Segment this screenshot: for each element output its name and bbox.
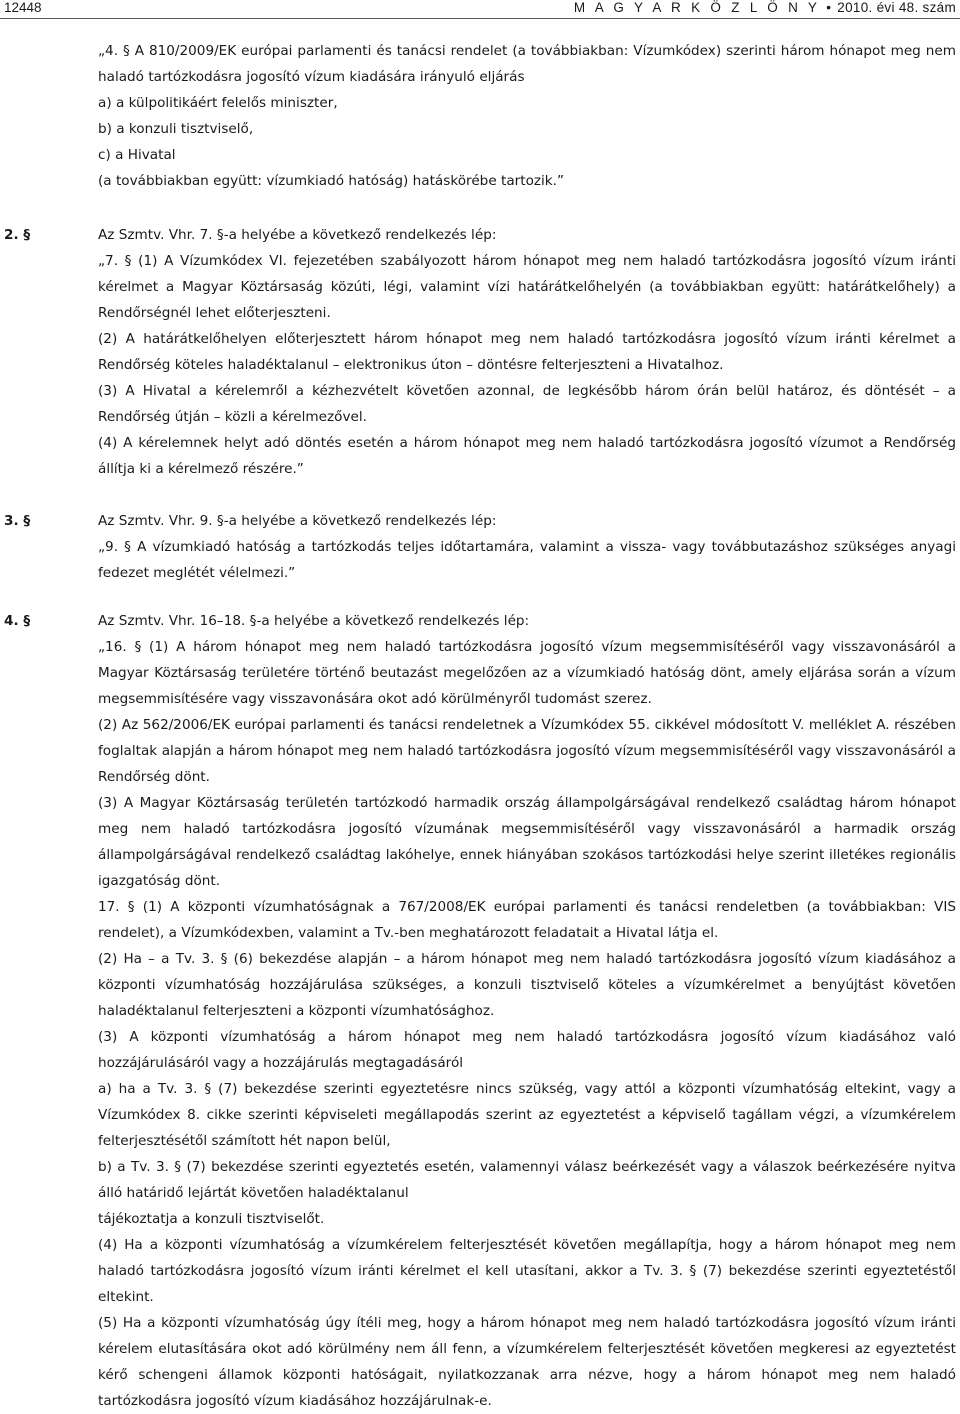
paragraph: (4) A kérelemnek helyt adó döntés esetén a három hónapot meg nem haladó tartózkodásra jogosító vízumot a Rendőrség állítja ki a kérelmező részére.” (98, 435, 956, 477)
list-item: a) a külpolitikáért felelős miniszter, (98, 95, 338, 111)
paragraph: „4. § A 810/2009/EK európai parlamenti és tanácsi rendelet (a továbbiakban: Vízumkódex) szerinti három hónapot meg nem haladó tartózkodásra jogosító vízum kiadására irányuló eljárás (98, 43, 956, 85)
section3-amendment (98, 534, 956, 586)
paragraph: „7. § (1) A Vízumkódex VI. fejezetében szabályozott három hónapot meg nem haladó tartózkodásra jogosító vízum iránti kérelmet a Magyar Köztársaság közúti, légi, valamint vízi határátkelőhelyén (a továbbiakban együtt: határátkelőhely) a Rendőrségnél lehet előterjeszteni. (98, 253, 956, 321)
section4-amendment (98, 634, 956, 1414)
paragraph: (a továbbiakban együtt: vízumkiadó hatóság) hatáskörébe tartozik.” (98, 173, 565, 189)
paragraph: (2) A határátkelőhelyen előterjesztett három hónapot meg nem haladó tartózkodásra jogosító vízum iránti kérelmet a Rendőrség köteles haladéktalanul – elektronikus úton – döntésre felterjeszteni a Hivatalhoz. (98, 331, 956, 373)
paragraph: (3) A Magyar Köztársaság területén tartózkodó harmadik ország állampolgárságával rendelkező családtag három hónapot meg nem haladó tartózkodásra jogosító vízumának megsemmisítéséről vagy visszavonásáról a harmadik ország állampolgárságával rendelkező családtag lakóhelye, ennek hiányában szokásos tartózkodási helye szerint illetékes regionális igazgatóság dönt. (98, 795, 956, 889)
paragraph: (2) Az 562/2006/EK európai parlamenti és tanácsi rendeletnek a Vízumkódex 55. cikkével módosított V. melléklet A. részében foglaltak alapján a három hónapot meg nem haladó tartózkodásra jogosító vízum megsemmisítéséről vagy visszavonásáról a Rendőrség dönt. (98, 717, 956, 785)
paragraph: (4) Ha a központi vízumhatóság a vízumkérelem felterjesztését követően megállapítja, hogy a három hónapot meg nem haladó tartózkodásra jogosító vízum iránti kérelmet el kell utasítani, akkor a Tv. 3. § (7) bekezdése szerinti egyeztetéstől eltekint. (98, 1237, 956, 1305)
running-header (574, 0, 956, 15)
section2-number: 2. § (4, 227, 31, 243)
paragraph: (3) A központi vízumhatóság a három hónapot meg nem haladó tartózkodásra jogosító vízum kiadásához való hozzájárulásáról vagy a hozzájárulás megtagadásáról (98, 1029, 956, 1071)
paragraph: (2) Ha – a Tv. 3. § (6) bekezdése alapján – a három hónapot meg nem haladó tartózkodásra jogosító vízum kiadásához a központi vízumhatóság hozzájárulása szükséges, a konzuli tisztviselő köteles a vízumkérelmet a benyújtást követően haladéktalanul felterjeszteni a központi vízumhatósághoz. (98, 951, 956, 1019)
paragraph: tájékoztatja a konzuli tisztviselőt. (98, 1211, 325, 1227)
page-number: 12448 (4, 0, 42, 15)
section2-heading: Az Szmtv. Vhr. 7. §-a helyébe a következő rendelkezés lép: (98, 227, 497, 243)
journal-title: M A G Y A R K Ö Z L Ö N Y (573, 0, 821, 15)
paragraph: (5) Ha a központi vízumhatóság úgy ítéli meg, hogy a három hónapot meg nem haladó tartózkodásra jogosító vízum iránti kérelem elutasítására okot adó körülmény nem áll fenn, a vízumkérelem felterjesztését követően megkeresi az egyeztetést kérő schengeni államok központi hatóságait, nyilatkozzanak arra nézve, hogy a három hónapot meg nem haladó tartózkodásra jogosító vízum kiadásához hozzájárulnak-e. (98, 1315, 956, 1409)
list-item: b) a konzuli tisztviselő, (98, 121, 254, 137)
bullet-separator: • (826, 0, 832, 15)
page-header (0, 0, 960, 20)
section4-number: 4. § (4, 613, 31, 629)
section1-amendment (98, 38, 956, 194)
section3-number: 3. § (4, 513, 31, 529)
section2-amendment (98, 248, 956, 482)
paragraph: 17. § (1) A központi vízumhatóságnak a 767/2008/EK európai parlamenti és tanácsi rendeletben (a továbbiakban: VIS rendelet), a Vízumkódexben, valamint a Tv.-ben meghatározott feladatait a Hivatal látja el. (98, 899, 956, 941)
paragraph: „9. § A vízumkiadó hatóság a tartózkodás teljes időtartamára, valamint a vissza- vagy továbbutazáshoz szükséges anyagi fedezet meglétét vélelmezi.” (98, 539, 956, 581)
header-rule (0, 18, 960, 19)
list-item: a) ha a Tv. 3. § (7) bekezdése szerinti egyeztetésre nincs szükség, vagy attól a központi vízumhatóság eltekint, vagy a Vízumkódex 8. cikke szerinti képviseleti megállapodás szerint az egyeztetést a képviselő tagállam végzi, a vízumkérelem felterjesztésétől számított hét napon belül, (98, 1081, 956, 1149)
section4-heading: Az Szmtv. Vhr. 16–18. §-a helyébe a következő rendelkezés lép: (98, 613, 530, 629)
section3-heading: Az Szmtv. Vhr. 9. §-a helyébe a következő rendelkezés lép: (98, 513, 497, 529)
issue-label: 2010. évi 48. szám (837, 0, 956, 15)
list-item: b) a Tv. 3. § (7) bekezdése szerinti egyeztetés esetén, valamennyi válasz beérkezését vagy a válaszok beérkezésére nyitva álló határidő lejártát követően haladéktalanul (98, 1159, 956, 1201)
paragraph: (3) A Hivatal a kérelemről a kézhezvételt követően azonnal, de legkésőbb három órán belül határoz, és döntését – a Rendőrség útján – közli a kérelmezővel. (98, 383, 956, 425)
list-item: c) a Hivatal (98, 147, 176, 163)
paragraph: „16. § (1) A három hónapot meg nem haladó tartózkodásra jogosító vízum megsemmisítéséről vagy visszavonásáról a Magyar Köztársaság területére történő beutazást megelőzően az a vízumkiadó hatóság dönt, amely eljárása során a vízum megsemmisítésére vagy visszavonására okot adó körülményről tudomást szerez. (98, 639, 956, 707)
